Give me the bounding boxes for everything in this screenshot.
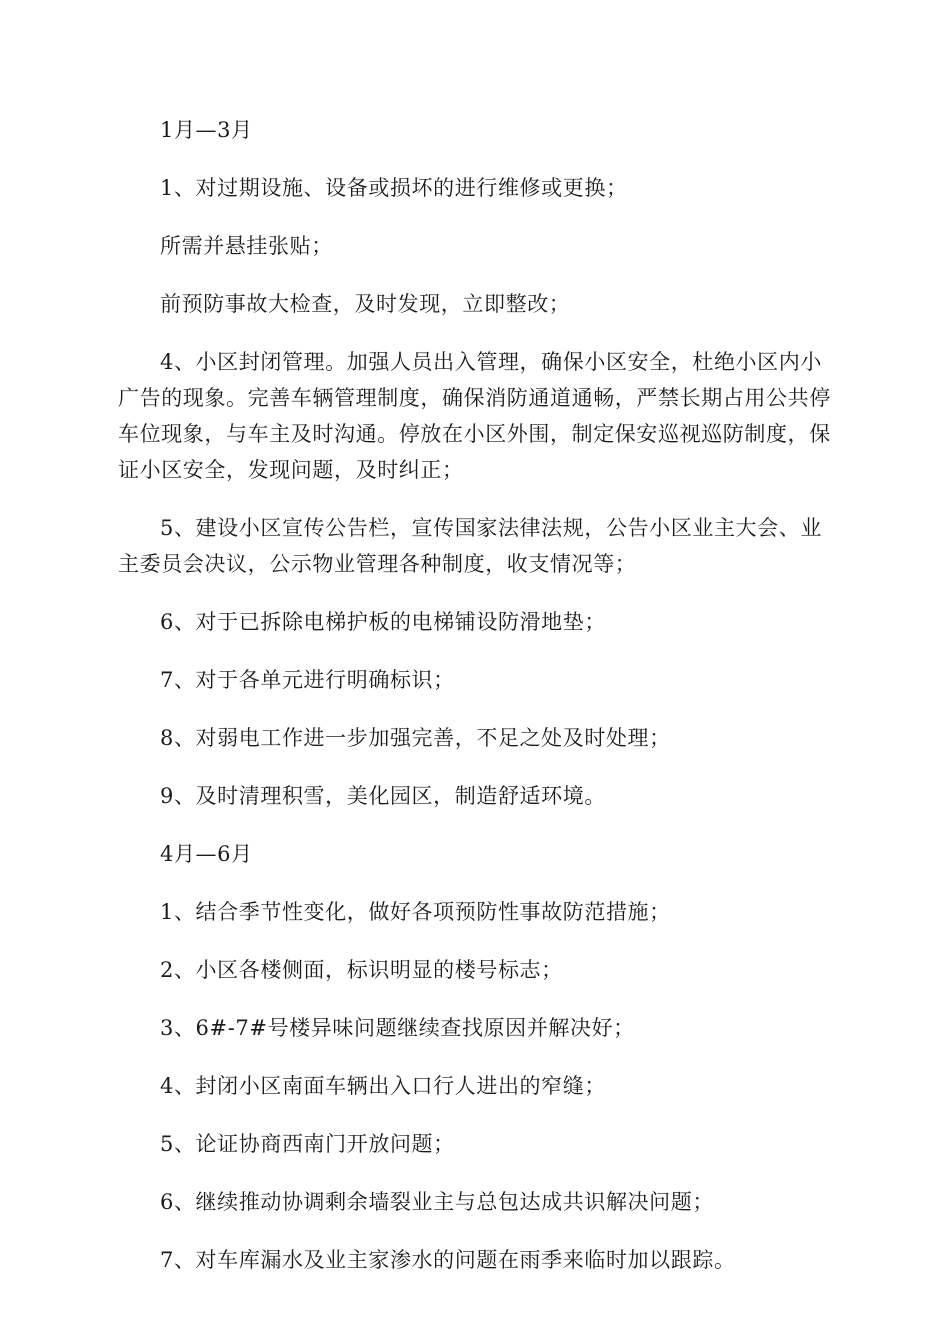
list-item: 6、继续推动协调剩余墙裂业主与总包达成共识解决问题； <box>160 1190 714 1214</box>
list-item: 9、及时清理积雪，美化园区，制造舒适环境。 <box>160 784 606 808</box>
list-item: 前预防事故大检查，及时发现，立即整改； <box>160 292 571 316</box>
list-item: 7、对于各单元进行明确标识； <box>160 668 455 692</box>
section-heading-apr-jun: 4月—6月 <box>160 842 253 866</box>
list-item: 4、封闭小区南面车辆出入口行人进出的窄缝； <box>160 1074 606 1098</box>
list-item: 8、对弱电工作进一步加强完善，不足之处及时处理； <box>160 726 671 750</box>
list-item: 5、建设小区宣传公告栏，宣传国家法律法规，公告小区业主大会、业主委员会决议，公示物业管理各种制度，收支情况等； <box>118 516 822 576</box>
list-item: 1、对过期设施、设备或损坏的进行维修或更换； <box>160 176 628 200</box>
list-item: 4、小区封闭管理。加强人员出入管理，确保小区安全，杜绝小区内小广告的现象。完善车辆管理制度，确保消防通道通畅，严禁长期占用公共停车位现象，与车主及时沟通。停放在小区外围，制定保安巡视巡防制度，保证小区安全，发现问题，及时纠正； <box>118 350 831 482</box>
list-item: 7、对车库漏水及业主家渗水的问题在雨季来临时加以跟踪。 <box>160 1248 736 1272</box>
list-item: 2、小区各楼侧面，标识明显的楼号标志； <box>160 958 563 982</box>
document-body <box>118 112 834 1300</box>
section-heading-jan-mar: 1月—3月 <box>160 118 253 142</box>
list-item: 3、6#-7#号楼异味问题继续查找原因并解决好； <box>160 1016 635 1040</box>
list-item: 所需并悬挂张贴； <box>160 234 333 258</box>
list-item: 1、结合季节性变化，做好各项预防性事故防范措施； <box>160 900 671 924</box>
list-item: 6、对于已拆除电梯护板的电梯铺设防滑地垫； <box>160 610 606 634</box>
list-item: 5、论证协商西南门开放问题； <box>160 1132 455 1156</box>
